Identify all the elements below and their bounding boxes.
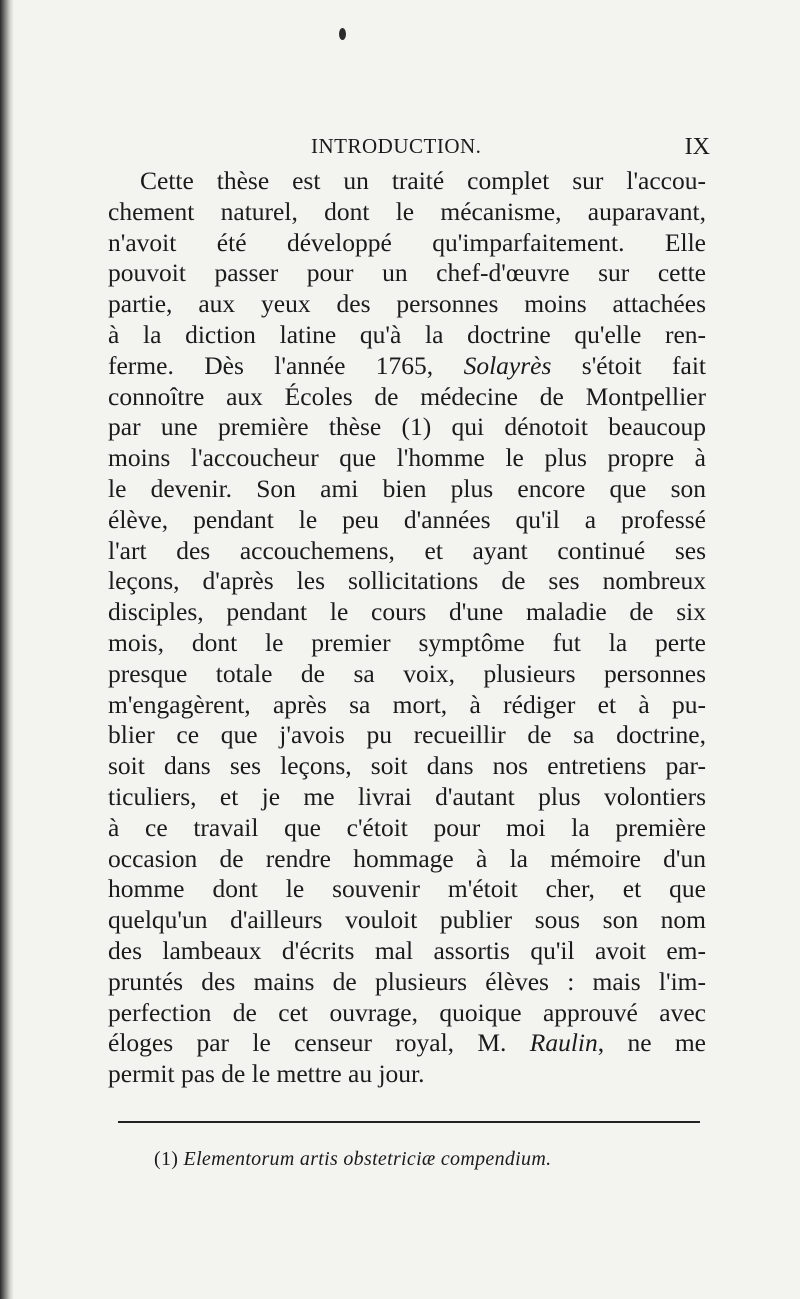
text-line: n'avoit été développé qu'imparfaitement. Elle	[108, 227, 706, 257]
text-line: connoître aux Écoles de médecine de Montpellier	[108, 381, 706, 411]
text-line: ferme. Dès l'année 1765, Solayrès s'étoit fait	[108, 350, 706, 380]
text-line: leçons, d'après les sollicitations de ses nombreux	[108, 566, 706, 596]
text-line: l'art des accouchemens, et ayant continué ses	[108, 535, 706, 565]
text-line: chement naturel, dont le mécanisme, auparavant,	[108, 196, 706, 226]
text-line: partie, aux yeux des personnes moins attachées	[108, 289, 706, 319]
page-number: IX	[684, 134, 710, 160]
text-line: homme dont le souvenir m'étoit cher, et que	[108, 874, 706, 904]
page-edge-shadow	[0, 0, 14, 1299]
text-line: à ce travail que c'étoit pour moi la première	[108, 812, 706, 842]
text-line: blier ce que j'avois pu recueillir de sa doctrine,	[108, 720, 706, 750]
text-line: par une première thèse (1) qui dénotoit beaucoup	[108, 412, 706, 442]
text-line: à la diction latine qu'à la doctrine qu'elle ren-	[108, 319, 706, 349]
text-line: quelqu'un d'ailleurs vouloit publier sous son nom	[108, 905, 706, 935]
text-line: ticuliers, et je me livrai d'autant plus volontiers	[108, 781, 706, 811]
text-line: des lambeaux d'écrits mal assortis qu'il avoit em-	[108, 935, 706, 965]
text-line: moins l'accoucheur que l'homme le plus propre à	[108, 443, 706, 473]
footnote-rule	[118, 1121, 700, 1123]
page-header	[108, 130, 710, 170]
text-line: le devenir. Son ami bien plus encore que son	[108, 473, 706, 503]
text-line: permit pas de le mettre au jour.	[108, 1059, 425, 1089]
footnote-text: Elementorum artis obstetriciæ compendium.	[183, 1148, 552, 1170]
text-line: pouvoit passer pour un chef-d'œuvre sur cette	[108, 258, 706, 288]
text-line: pruntés des mains de plusieurs élèves : mais l'im-	[108, 966, 706, 996]
footnote	[154, 1148, 551, 1171]
text-line: mois, dont le premier symptôme fut la perte	[108, 627, 706, 657]
text-line: élève, pendant le peu d'années qu'il a professé	[108, 504, 706, 534]
text-line: presque totale de sa voix, plusieurs personnes	[108, 658, 706, 688]
text-line: Cette thèse est un traité complet sur l'accou-	[140, 166, 706, 195]
text-line: m'engagèrent, après sa mort, à rédiger et à pu-	[108, 689, 706, 719]
italic-name: Solayrès	[463, 350, 552, 380]
footnote-marker: (1)	[154, 1148, 179, 1170]
ink-speck	[339, 28, 346, 40]
body-text	[108, 166, 706, 1090]
text-line: perfection de cet ouvrage, quoique approuvé avec	[108, 997, 706, 1027]
text-line: éloges par le censeur royal, M. Raulin, ne me	[108, 1028, 706, 1058]
text-line: disciples, pendant le cours d'une maladie de six	[108, 597, 706, 627]
running-title: INTRODUCTION.	[311, 134, 482, 158]
text-line: soit dans ses leçons, soit dans nos entretiens par-	[108, 751, 706, 781]
italic-name: Raulin	[529, 1028, 598, 1058]
text-line: occasion de rendre hommage à la mémoire d'un	[108, 843, 706, 873]
